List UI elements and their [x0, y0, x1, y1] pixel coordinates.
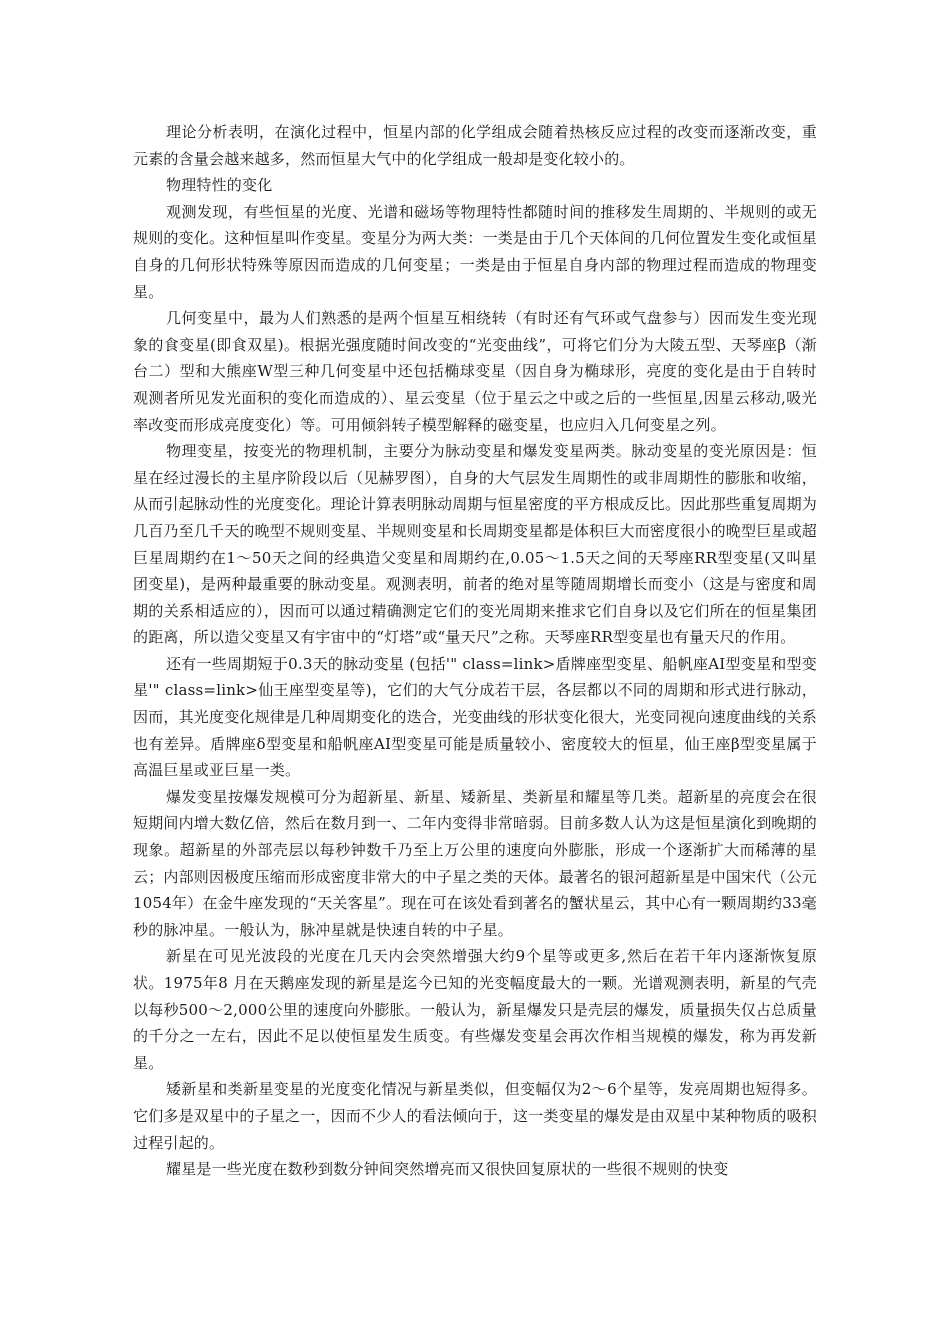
paragraph-short-period-pulsators: 还有一些周期短于0.3天的脉动变星 (包括'" class=link>盾牌座型变星、船帆座AI型变星和型变星'" class=link>仙王座型变星等)，它们的大气分成若干层，各层都以不同的周期和形式进行脉动，因而，其光度变化规律是几种周期变化的迭合，光变曲线的形状变化很大，光变同视向速度曲线的关系也有差异。盾牌座δ型变星和船帆座AI型变星可能是质量较小、密度较大的恒星，仙王座β型变星属于高温巨星或亚巨星一类。 — [133, 654, 818, 780]
paragraph-eruptive-supernovae: 爆发变星按爆发规模可分为超新星、新星、矮新星、类新星和耀星等几类。超新星的亮度会在很短期间内增大数亿倍，然后在数月到一、二年内变得非常暗弱。目前多数人认为这是恒星演化到晚期的现象。超新星的外部壳层以每秒钟数千乃至上万公里的速度向外膨胀，形成一个逐渐扩大而稀薄的星云；内部则因极度压缩而形成密度非常大的中子星之类的天体。最著名的银河超新星是中国宋代（公元1054年）在金牛座发现的“天关客星”。现在可在该处看到著名的蟹状星云，其中心有一颗周期约33毫秒的脉冲星。一般认为，脉冲星就是快速自转的中子星。 — [133, 787, 818, 939]
section-heading-physical-changes: 物理特性的变化 — [166, 176, 273, 195]
paragraph-physical-variables: 物理变星，按变光的物理机制，主要分为脉动变星和爆发变星两类。脉动变星的变光原因是：恒星在经过漫长的主星序阶段以后（见赫罗图），自身的大气层发生周期性的或非周期性的膨胀和收缩，从而引起脉动性的光度变化。理论计算表明脉动周期与恒星密度的平方根成反比。因此那些重复周期为几百乃至几千天的晚型不规则变星、半规则变星和长周期变星都是体积巨大而密度很小的晚型巨星或超巨星周期约在1～50天之间的经典造父变星和周期约在,0.05～1.5天之间的天琴座RR型变星(又叫星团变星)，是两种最重要的脉动变星。观测表明，前者的绝对星等随周期增长而变小（这是与密度和周期的关系相适应的），因而可以通过精确测定它们的变光周期来推求它们自身以及它们所在的恒星集团的距离，所以造父变星又有宇宙中的“灯塔”或“量天尺”之称。天琴座RR型变星也有量天尺的作用。 — [133, 442, 818, 647]
paragraph-dwarf-novae: 矮新星和类新星变星的光度变化情况与新星类似，但变幅仅为2～6个星等，发亮周期也短得多。它们多是双星中的子星之一，因而不少人的看法倾向于，这一类变星的爆发是由双星中某种物质的吸积过程引起的。 — [133, 1080, 818, 1152]
paragraph-flare-stars: 耀星是一些光度在数秒到数分钟间突然增亮而又很快回复原状的一些很不规则的快变 — [166, 1160, 729, 1179]
paragraph-novae: 新星在可见光波段的光度在几天内会突然增强大约9个星等或更多,然后在若干年内逐渐恢复原状。1975年8 月在天鹅座发现的新星是迄今已知的光变幅度最大的一颗。光谱观测表明，新星的气壳以每秒500～2,000公里的速度向外膨胀。一般认为，新星爆发只是壳层的爆发，质量损失仅占总质量的千分之一左右，因此不足以使恒星发生质变。有些爆发变星会再次作相当规模的爆发，称为再发新星。 — [133, 947, 817, 1072]
paragraph-chemical-composition: 理论分析表明，在演化过程中，恒星内部的化学组成会随着热核反应过程的改变而逐渐改变，重元素的含量会越来越多，然而恒星大气中的化学组成一般却是变化较小的。 — [133, 123, 817, 168]
paragraph-geometric-variables: 几何变星中，最为人们熟悉的是两个恒星互相绕转（有时还有气环或气盘参与）因而发生变光现象的食变星(即食双星)。根据光强度随时间改变的“光变曲线”，可将它们分为大陵五型、天琴座β（渐台二）型和大熊座W型三种几何变星中还包括椭球变星（因自身为椭球形，亮度的变化是由于自转时观测者所见发光面积的变化而造成的）、星云变星（位于星云之中或之后的一些恒星,因星云移动,吸光率改变而形成亮度变化）等。可用倾斜转子模型解释的磁变星，也应归入几何变星之列。 — [133, 309, 817, 434]
paragraph-variable-stars-overview: 观测发现，有些恒星的光度、光谱和磁场等物理特性都随时间的推移发生周期的、半规则的或无规则的变化。这种恒星叫作变星。变星分为两大类：一类是由于几个天体间的几何位置发生变化或恒星自身的几何形状特殊等原因而造成的几何变星；一类是由于恒星自身内部的物理过程而造成的物理变星。 — [133, 202, 818, 301]
document-page — [133, 119, 817, 1183]
